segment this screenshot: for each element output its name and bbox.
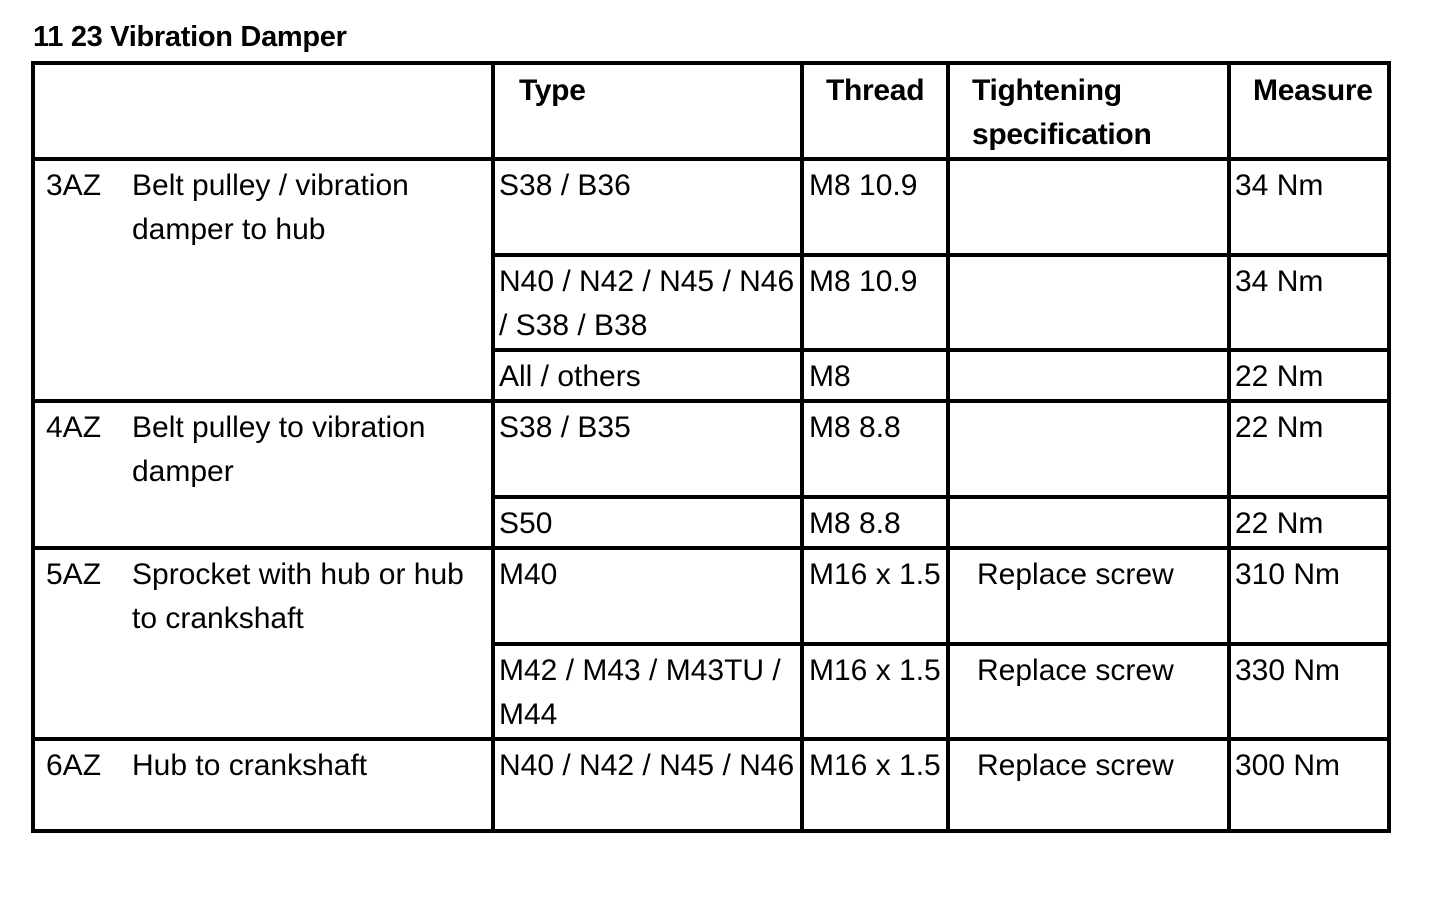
group-description: Belt pulley / vibration damper to hub [132,169,409,246]
measure-cell: 330 Nm [1229,644,1389,739]
thread-cell: M16 x 1.5 [802,644,948,739]
measure-cell: 22 Nm [1229,350,1389,401]
type-cell: M40 [493,548,802,644]
tightening-cell [948,497,1229,548]
header-thread: Thread [802,63,948,159]
tightening-cell: Replace screw [948,739,1229,831]
group-code: 6AZ [46,749,102,782]
thread-cell: M8 8.8 [802,497,948,548]
group-code: 5AZ [46,558,102,591]
group-cell-6az [33,739,493,831]
torque-spec-table [31,61,1391,833]
table-row [33,159,1389,255]
header-tightening-line1: Tightening [972,74,1122,107]
table-row [33,548,1389,644]
table-row [33,739,1389,831]
group-cell-5az [33,548,493,739]
group-cell-4az [33,401,493,548]
tightening-cell: Replace screw [948,548,1229,644]
table-header-row [33,63,1389,159]
header-tightening-specification [948,63,1229,159]
measure-cell: 34 Nm [1229,159,1389,255]
header-type: Type [493,63,802,159]
tightening-cell [948,350,1229,401]
measure-cell: 310 Nm [1229,548,1389,644]
measure-cell: 22 Nm [1229,497,1389,548]
measure-cell: 300 Nm [1229,739,1389,831]
group-code: 3AZ [46,169,102,202]
tightening-cell [948,401,1229,497]
measure-cell: 34 Nm [1229,255,1389,350]
thread-cell: M16 x 1.5 [802,739,948,831]
type-cell: All / others [493,350,802,401]
tightening-cell [948,255,1229,350]
group-cell-3az [33,159,493,401]
group-code: 4AZ [46,411,102,444]
type-cell: N40 / N42 / N45 / N46 [493,739,802,831]
header-measure: Measure [1229,63,1389,159]
type-cell: S38 / B36 [493,159,802,255]
type-cell: S50 [493,497,802,548]
group-description: Hub to crankshaft [132,749,368,782]
thread-cell: M8 8.8 [802,401,948,497]
group-description: Belt pulley to vibration damper [132,411,426,488]
header-tightening-line2: specification [972,118,1152,151]
thread-cell: M8 10.9 [802,255,948,350]
type-cell: S38 / B35 [493,401,802,497]
type-cell: N40 / N42 / N45 / N46 / S38 / B38 [493,255,802,350]
tightening-cell: Replace screw [948,644,1229,739]
thread-cell: M16 x 1.5 [802,548,948,644]
thread-cell: M8 [802,350,948,401]
measure-cell: 22 Nm [1229,401,1389,497]
thread-cell: M8 10.9 [802,159,948,255]
header-description [33,63,493,159]
group-description: Sprocket with hub or hub to crankshaft [132,558,464,635]
document-title: 11 23 Vibration Damper [33,21,347,53]
type-cell: M42 / M43 / M43TU / M44 [493,644,802,739]
tightening-cell [948,159,1229,255]
table-row [33,401,1389,497]
